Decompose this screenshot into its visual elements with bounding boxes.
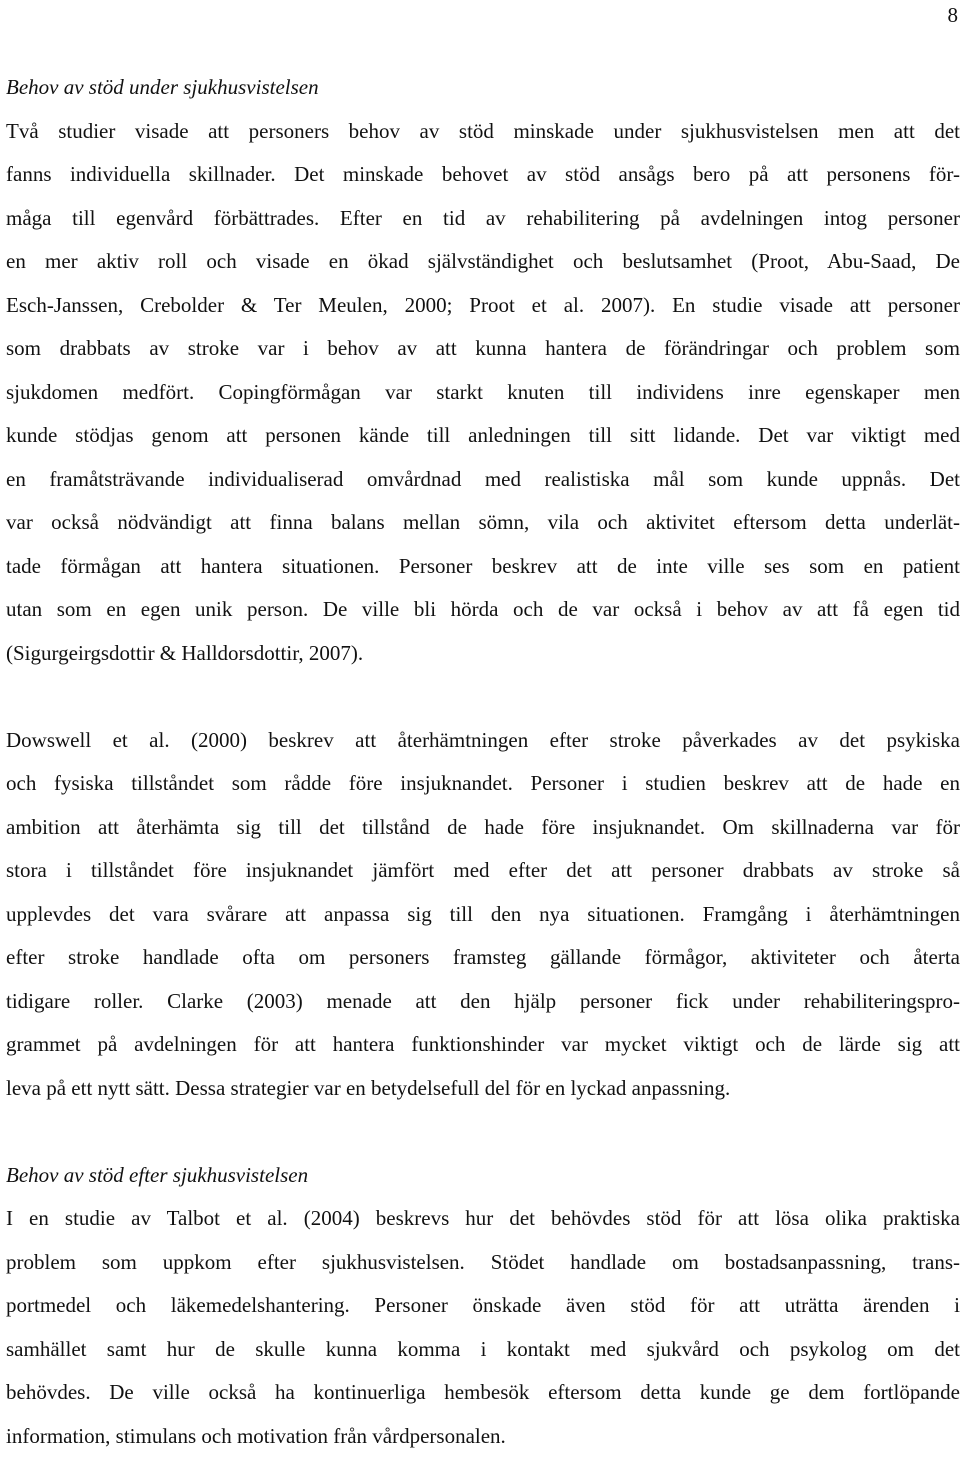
section-heading: Behov av stöd under sjukhusvistelsen: [6, 75, 319, 99]
paragraph: [6, 1197, 960, 1458]
text-line: behövdes. De ville också ha kontinuerliga hembesök eftersom detta kunde ge dem fortlöpande: [6, 1380, 960, 1404]
text-line: Dowswell et al. (2000) beskrev att återhämtningen efter stroke påverkades av det psykiska: [6, 727, 960, 752]
text-line: samhället samt hur de skulle kunna komma i kontakt med sjukvård och psykolog om det: [6, 1336, 960, 1361]
text-line: ambition att återhämta sig till det tillstånd de hade före insjuknandet. Om skillnaderna var för: [6, 814, 960, 839]
text-line: och fysiska tillståndet som rådde före insjuknandet. Personer i studien beskrev att de hade en: [6, 771, 960, 795]
text-line: upplevdes det vara svårare att anpassa sig till den nya situationen. Framgång i återhämtningen: [6, 901, 960, 926]
text-line: fanns individuella skillnader. Det minskade behovet av stöd ansågs bero på att personens för-: [6, 162, 960, 186]
text-line: måga till egenvård förbättrades. Efter en tid av rehabilitering på avdelningen intog personer: [6, 205, 960, 230]
paragraph-gap: [6, 675, 960, 719]
document-body: [6, 66, 960, 1458]
text-line: som drabbats av stroke var i behov av att kunna hantera de förändringar och problem som: [6, 336, 960, 360]
section-stod-efter-sjukhusvistelsen: [6, 1154, 960, 1458]
section-heading: Behov av stöd efter sjukhusvistelsen: [6, 1162, 309, 1187]
text-line: portmedel och läkemedelshantering. Personer önskade även stöd för att uträtta ärenden i: [6, 1293, 960, 1317]
paragraph: [6, 719, 960, 1111]
text-line: problem som uppkom efter sjukhusvistelsen. Stödet handlade om bostadsanpassning, trans-: [6, 1249, 960, 1274]
text-line: Två studier visade att personers behov av stöd minskade under sjukhusvistelsen men att det: [6, 118, 960, 143]
section-dowswell: [6, 719, 960, 1111]
text-line: en mer aktiv roll och visade en ökad självständighet och beslutsamhet (Proot, Abu-Saad, De: [6, 249, 960, 273]
text-line: en framåtsträvande individualiserad omvårdnad med realistiska mål som kunde uppnås. Det: [6, 466, 960, 491]
text-line: kunde stödjas genom att personen kände till anledningen till sitt lidande. Det var viktigt med: [6, 423, 960, 447]
text-line: I en studie av Talbot et al. (2004) beskrevs hur det behövdes stöd för att lösa olika praktiska: [6, 1206, 960, 1230]
text-line: sjukdomen medfört. Copingförmågan var starkt knuten till individens inre egenskaper men: [6, 379, 960, 404]
text-line: stora i tillståndet före insjuknandet jämfört med efter det att personer drabbats av stroke så: [6, 858, 960, 882]
paragraph: [6, 110, 960, 676]
section-stod-under-sjukhusvistelsen: [6, 66, 960, 675]
text-line: grammet på avdelningen för att hantera funktionshinder var mycket viktigt och de lärde sig att: [6, 1032, 960, 1056]
text-line: var också nödvändigt att finna balans mellan sömn, vila och aktivitet eftersom detta underlät-: [6, 510, 960, 534]
text-line: leva på ett nytt sätt. Dessa strategier var en betydelsefull del för en lyckad anpassning.: [6, 1075, 731, 1100]
text-line: utan som en egen unik person. De ville bli hörda och de var också i behov av att få egen tid: [6, 597, 960, 621]
text-line: information, stimulans och motivation från vårdpersonalen.: [6, 1423, 506, 1448]
text-line: Esch-Janssen, Crebolder & Ter Meulen, 2000; Proot et al. 2007). En studie visade att personer: [6, 292, 960, 317]
text-line: tade förmågan att hantera situationen. Personer beskrev att de inte ville ses som en patient: [6, 553, 960, 578]
text-line: (Sigurgeirgsdottir & Halldorsdottir, 2007).: [6, 640, 364, 665]
text-line: tidigare roller. Clarke (2003) menade att den hjälp personer fick under rehabiliteringspro-: [6, 988, 960, 1013]
text-line: efter stroke handlade ofta om personers framsteg gällande förmågor, aktiviteter och återta: [6, 945, 960, 969]
paragraph-gap: [6, 1110, 960, 1154]
page-number: 8: [947, 3, 958, 27]
